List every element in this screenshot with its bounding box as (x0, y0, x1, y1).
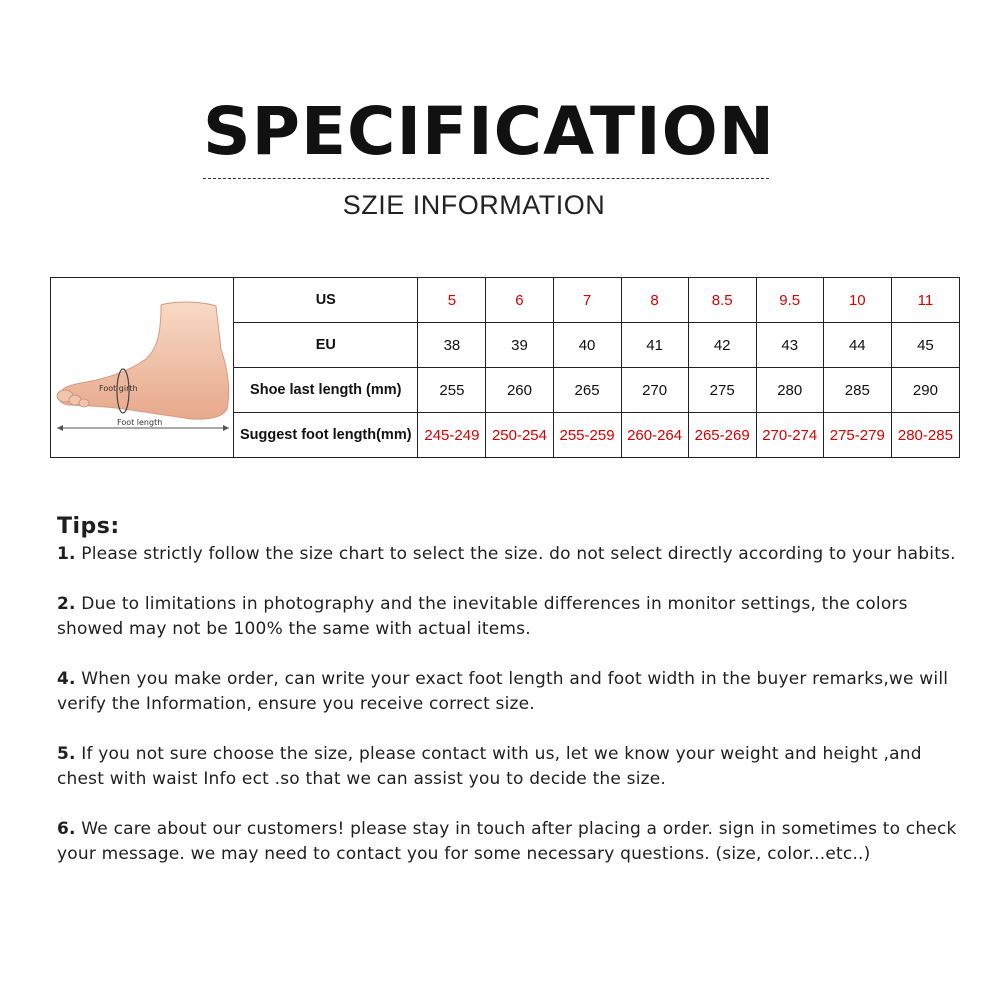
row-label-eu: EU (234, 323, 418, 368)
eu-size-cell: 42 (688, 323, 756, 368)
suggest-foot-length-cell: 255-259 (553, 413, 621, 458)
eu-size-cell: 39 (486, 323, 553, 368)
eu-size-cell: 38 (418, 323, 486, 368)
shoe-last-length-cell: 290 (891, 368, 959, 413)
page-subtitle: SZIE INFORMATION (342, 190, 606, 220)
tip-item (57, 667, 957, 717)
tip-number: 6. (57, 819, 76, 839)
suggest-foot-length-cell: 250-254 (486, 413, 553, 458)
tip-item (57, 592, 957, 642)
shoe-last-length-cell: 265 (553, 368, 621, 413)
tip-text: When you make order, can write your exact foot length and foot width in the buyer remarks,we will verify the Information, ensure you receive correct size. (57, 669, 949, 714)
foot-girth-label: Foot girth (99, 383, 138, 393)
us-size-cell: 5 (418, 278, 486, 323)
foot-diagram-image (51, 279, 234, 457)
tip-number: 5. (57, 744, 76, 764)
tip-item (57, 542, 957, 567)
tip-number: 1. (57, 544, 76, 564)
shoe-last-length-cell: 280 (756, 368, 823, 413)
tip-text: We care about our customers! please stay in touch after placing a order. sign in sometimes to check your message. we may need to contact you for some necessary questions. (size, color...etc..) (57, 819, 957, 864)
size-chart-table (50, 277, 960, 458)
tip-number: 4. (57, 669, 76, 689)
us-size-cell: 10 (823, 278, 891, 323)
shoe-last-length-cell: 255 (418, 368, 486, 413)
shoe-last-length-cell: 260 (486, 368, 553, 413)
us-size-cell: 7 (553, 278, 621, 323)
page-title: SPECIFICATION (203, 93, 775, 170)
tip-number: 2. (57, 594, 76, 614)
tip-item (57, 742, 957, 792)
tips-heading: Tips: (57, 514, 120, 539)
row-label-us: US (234, 278, 418, 323)
us-size-cell: 9.5 (756, 278, 823, 323)
suggest-foot-length-cell: 270-274 (756, 413, 823, 458)
suggest-foot-length-cell: 260-264 (621, 413, 688, 458)
us-size-cell: 6 (486, 278, 553, 323)
us-size-cell: 8 (621, 278, 688, 323)
us-size-cell: 11 (891, 278, 959, 323)
row-label-suggest-foot-length: Suggest foot length(mm) (234, 413, 418, 458)
shoe-last-length-cell: 270 (621, 368, 688, 413)
shoe-last-length-cell: 275 (688, 368, 756, 413)
suggest-foot-length-cell: 275-279 (823, 413, 891, 458)
tip-text: If you not sure choose the size, please contact with us, let we know your weight and height ,and chest with waist Info ect .so that we can assist you to decide the size. (57, 744, 922, 789)
tips-section (57, 512, 957, 892)
row-label-shoe-last-length: Shoe last length (mm) (234, 368, 418, 413)
shoe-last-length-cell: 285 (823, 368, 891, 413)
suggest-foot-length-cell: 280-285 (891, 413, 959, 458)
table-row-us (51, 278, 960, 323)
dashed-divider (203, 178, 769, 179)
tip-text: Due to limitations in photography and the inevitable differences in monitor settings, the colors showed may not be 100% the same with actual items. (57, 594, 908, 639)
suggest-foot-length-cell: 245-249 (418, 413, 486, 458)
us-size-cell: 8.5 (688, 278, 756, 323)
eu-size-cell: 41 (621, 323, 688, 368)
eu-size-cell: 43 (756, 323, 823, 368)
eu-size-cell: 40 (553, 323, 621, 368)
foot-measurement-diagram (51, 278, 234, 458)
suggest-foot-length-cell: 265-269 (688, 413, 756, 458)
foot-length-label: Foot length (117, 417, 163, 427)
tip-text: Please strictly follow the size chart to select the size. do not select directly according to your habits. (75, 544, 956, 564)
tip-item (57, 817, 957, 867)
eu-size-cell: 45 (891, 323, 959, 368)
eu-size-cell: 44 (823, 323, 891, 368)
